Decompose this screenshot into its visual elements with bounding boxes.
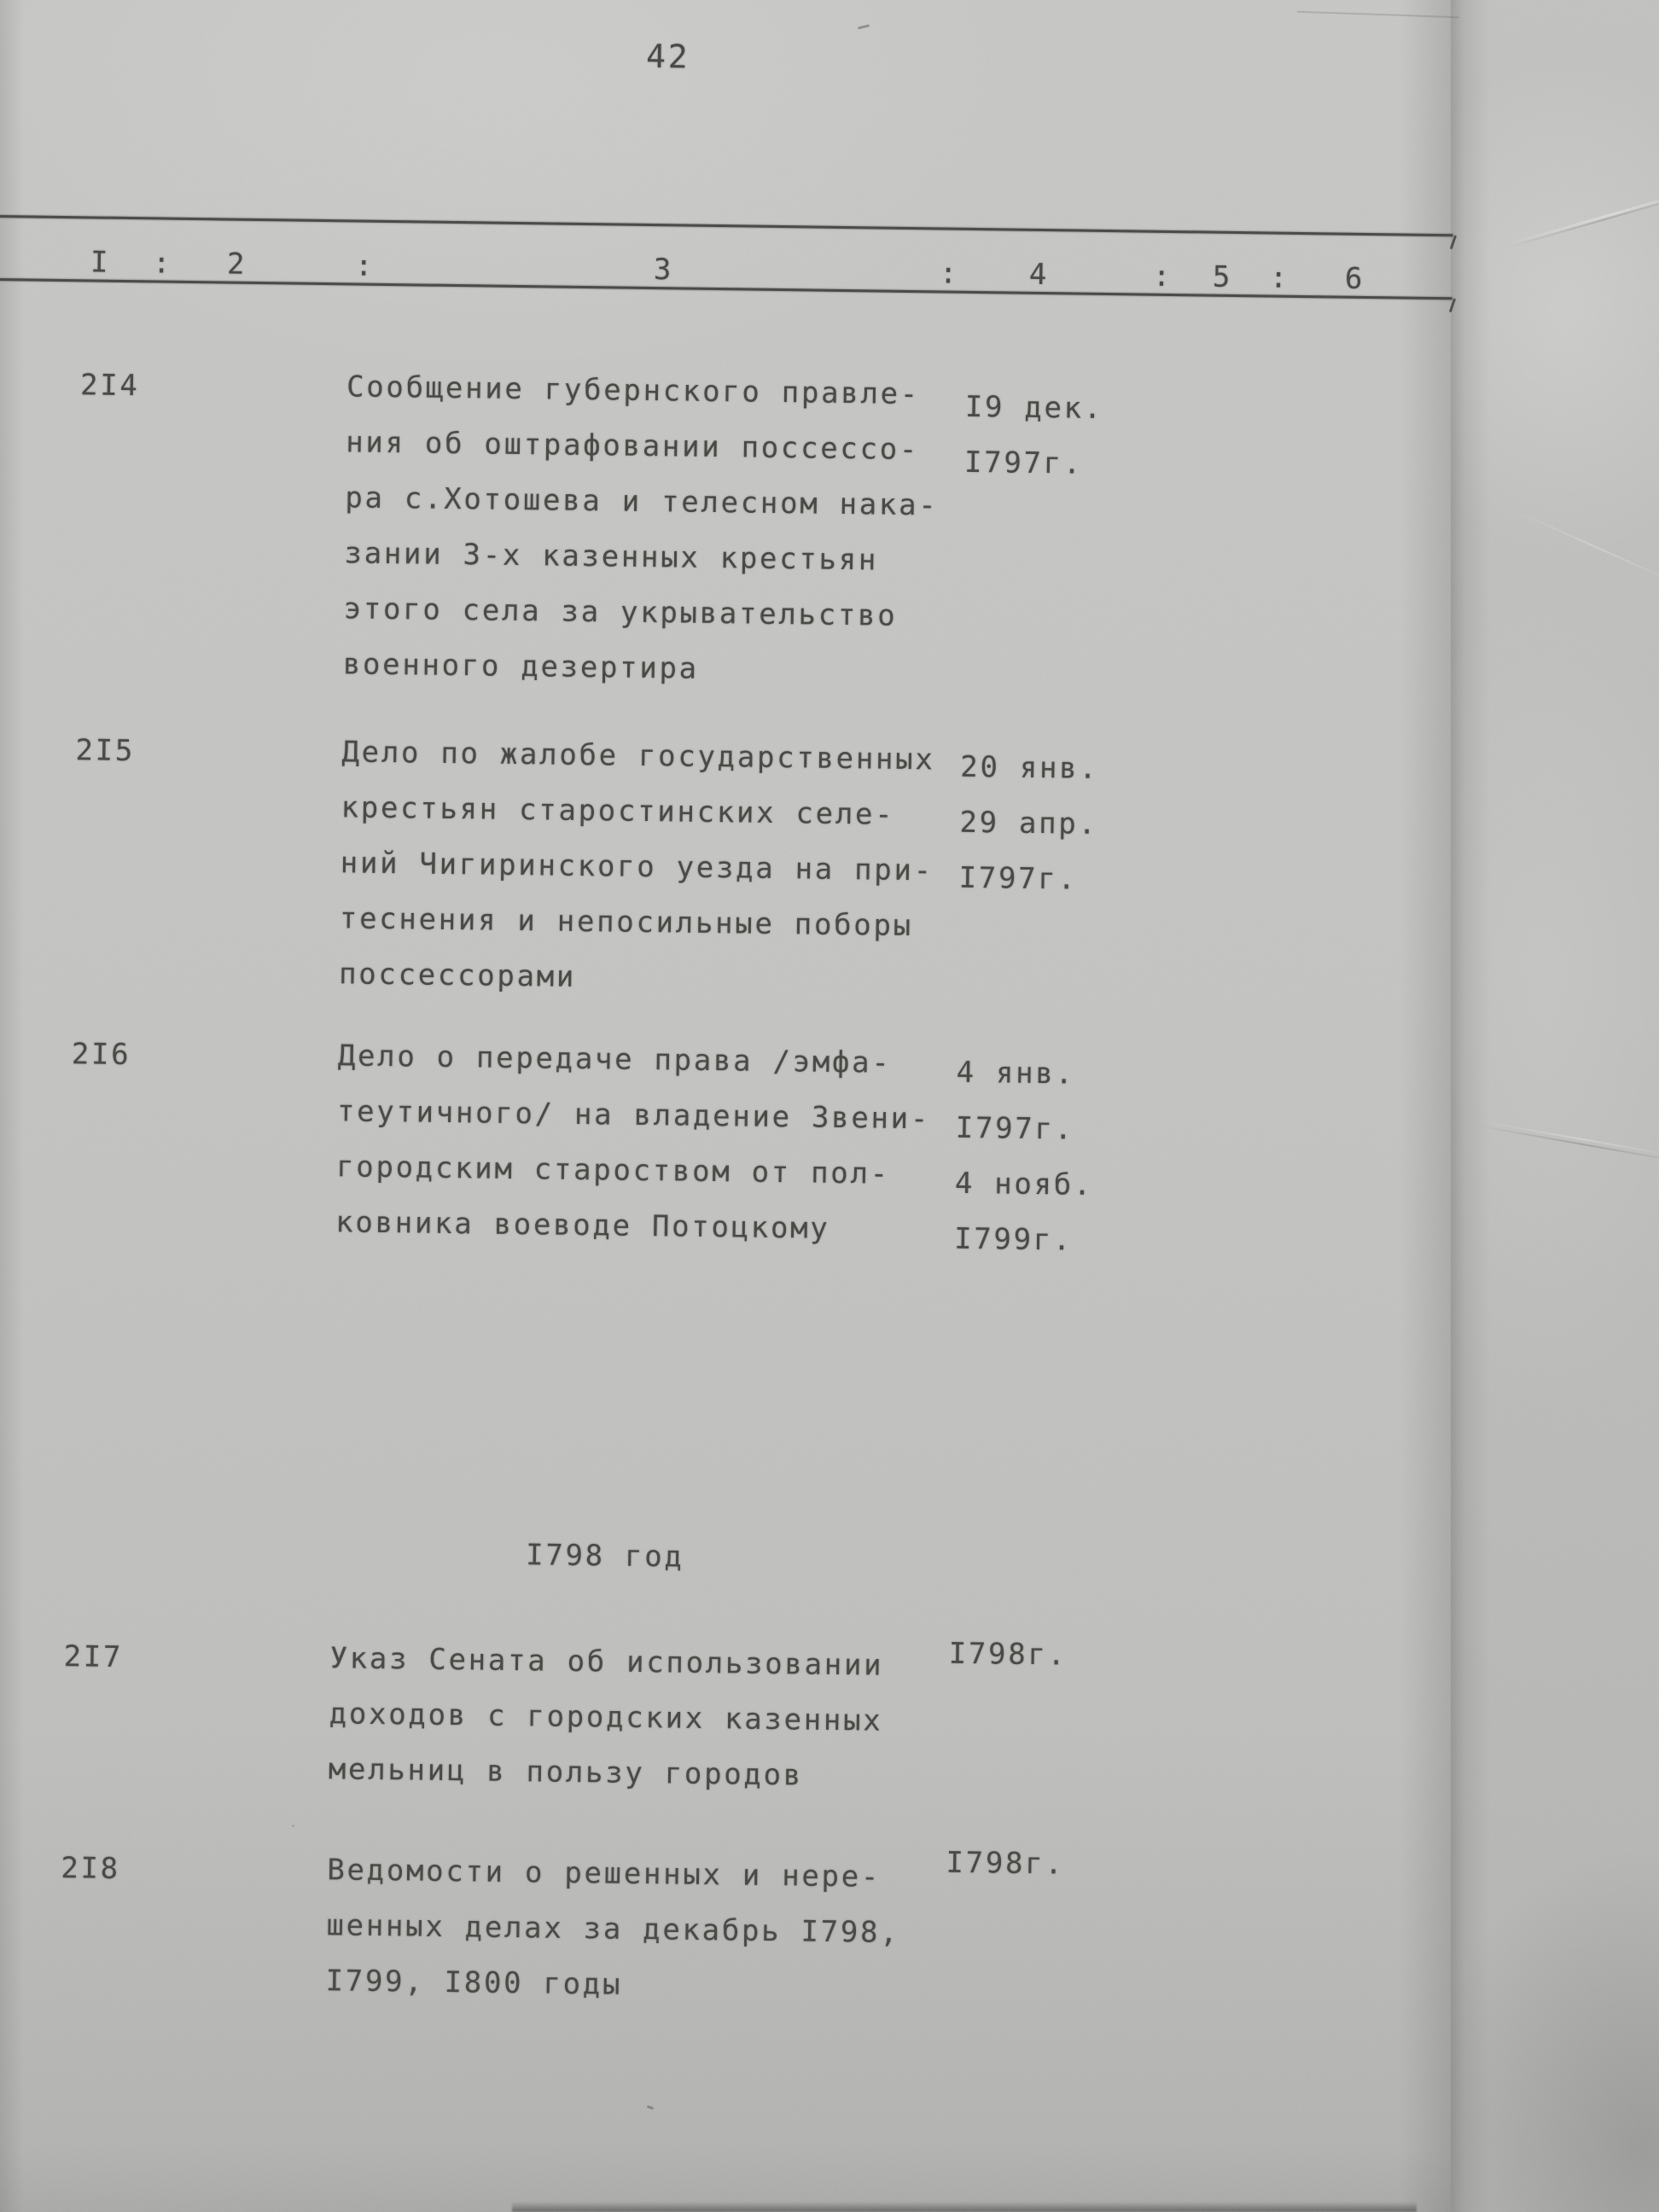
column-header-3: 3 xyxy=(653,253,674,288)
entry-number: 2I5 xyxy=(75,733,136,769)
entry-dates xyxy=(954,1056,1213,1281)
entry-description-line: Указ Сената об использовании xyxy=(329,1641,884,1683)
entry-dates xyxy=(963,390,1221,504)
entry-description-line: Дело о передаче права /эмфа- xyxy=(337,1039,892,1080)
column-separator: : xyxy=(152,246,173,281)
entry-date-line: I797г. xyxy=(955,1110,1075,1147)
entry-date-line: 29 апр. xyxy=(959,805,1098,841)
entry-description xyxy=(342,370,1021,711)
entry-description-line: мельниц в пользу городов xyxy=(328,1752,804,1793)
entry-date-line: 4 янв. xyxy=(956,1055,1075,1091)
entry-description-line: Сообщение губернского правле- xyxy=(346,370,921,412)
entry-description-line: ра с.Хотошева и телесном нака- xyxy=(345,480,939,523)
entry-number: 2I4 xyxy=(79,368,140,404)
entry-description-line: зании 3-х казенных крестьян xyxy=(344,536,879,578)
entry-date-line: 20 янв. xyxy=(960,749,1099,786)
table-row xyxy=(0,365,1446,686)
table-row xyxy=(0,1845,1427,2002)
column-header-4: 4 xyxy=(1028,257,1050,293)
entry-description-line: Дело по жалобе государственных xyxy=(341,735,935,777)
column-separator: : xyxy=(354,248,375,283)
entry-date-line: I799г. xyxy=(953,1221,1074,1258)
entry-description-line: I799, I800 годы xyxy=(325,1964,623,2002)
entry-description-line: теснения и непосильные поборы xyxy=(339,901,914,944)
column-header-1: I xyxy=(90,245,111,280)
entry-description-line: ний Чигиринского уезда на при- xyxy=(340,846,934,888)
entry-description-line: ковника воеводе Потоцкому xyxy=(335,1205,830,1246)
entry-description-line: доходов с городских казенных xyxy=(329,1697,883,1738)
entry-date-line: 4 нояб. xyxy=(954,1166,1094,1202)
column-separator: : xyxy=(1269,260,1290,295)
entry-date-line: I9 дек. xyxy=(964,389,1104,426)
column-header-2: 2 xyxy=(226,247,247,282)
entry-description-line: ния об оштрафовании поссессо- xyxy=(345,425,920,468)
entry-description-line: шенных делах за декабрь I798, xyxy=(326,1908,900,1950)
entry-description-line: Ведомости о решенных и нере- xyxy=(327,1853,882,1895)
entry-description xyxy=(325,1853,1001,2028)
entry-description xyxy=(339,735,1016,1021)
page-number: 42 xyxy=(645,37,690,76)
entry-description-line: теутичного/ на владение Звени- xyxy=(336,1094,931,1137)
entry-date-line: I798г. xyxy=(946,1845,1065,1882)
table-row xyxy=(0,1636,1429,1793)
column-separator: : xyxy=(1152,259,1173,294)
entry-description-line: крестьян старостинских селе- xyxy=(341,790,895,832)
entry-date-line: I797г. xyxy=(958,860,1078,897)
entry-description-line: городским староством от пол- xyxy=(335,1150,891,1191)
entry-number: 2I8 xyxy=(61,1851,121,1887)
entry-date-line: I797г. xyxy=(963,445,1084,481)
entry-number: 2I7 xyxy=(63,1639,124,1675)
entry-dates xyxy=(948,1637,1205,1696)
column-separator: : xyxy=(939,256,960,291)
table-header-rule-top xyxy=(0,215,1453,236)
entry-description xyxy=(335,1039,1012,1269)
entry-description-line: военного дезертира xyxy=(342,647,700,686)
table-row xyxy=(0,731,1441,994)
entry-number: 2I6 xyxy=(71,1037,131,1073)
entry-description xyxy=(328,1641,1004,1816)
entry-dates xyxy=(958,750,1217,920)
entry-description-line: этого села за укрывательство xyxy=(343,591,898,633)
entry-description-line: поссессорами xyxy=(338,957,577,994)
column-header-6: 6 xyxy=(1344,261,1365,296)
year-section-heading: I798 год xyxy=(525,1538,684,1575)
table-header-rule-bottom xyxy=(0,278,1452,300)
column-header-5: 5 xyxy=(1212,259,1233,294)
entry-dates xyxy=(946,1846,1202,1905)
table-row xyxy=(0,1034,1437,1258)
entry-date-line: I798г. xyxy=(948,1636,1068,1673)
